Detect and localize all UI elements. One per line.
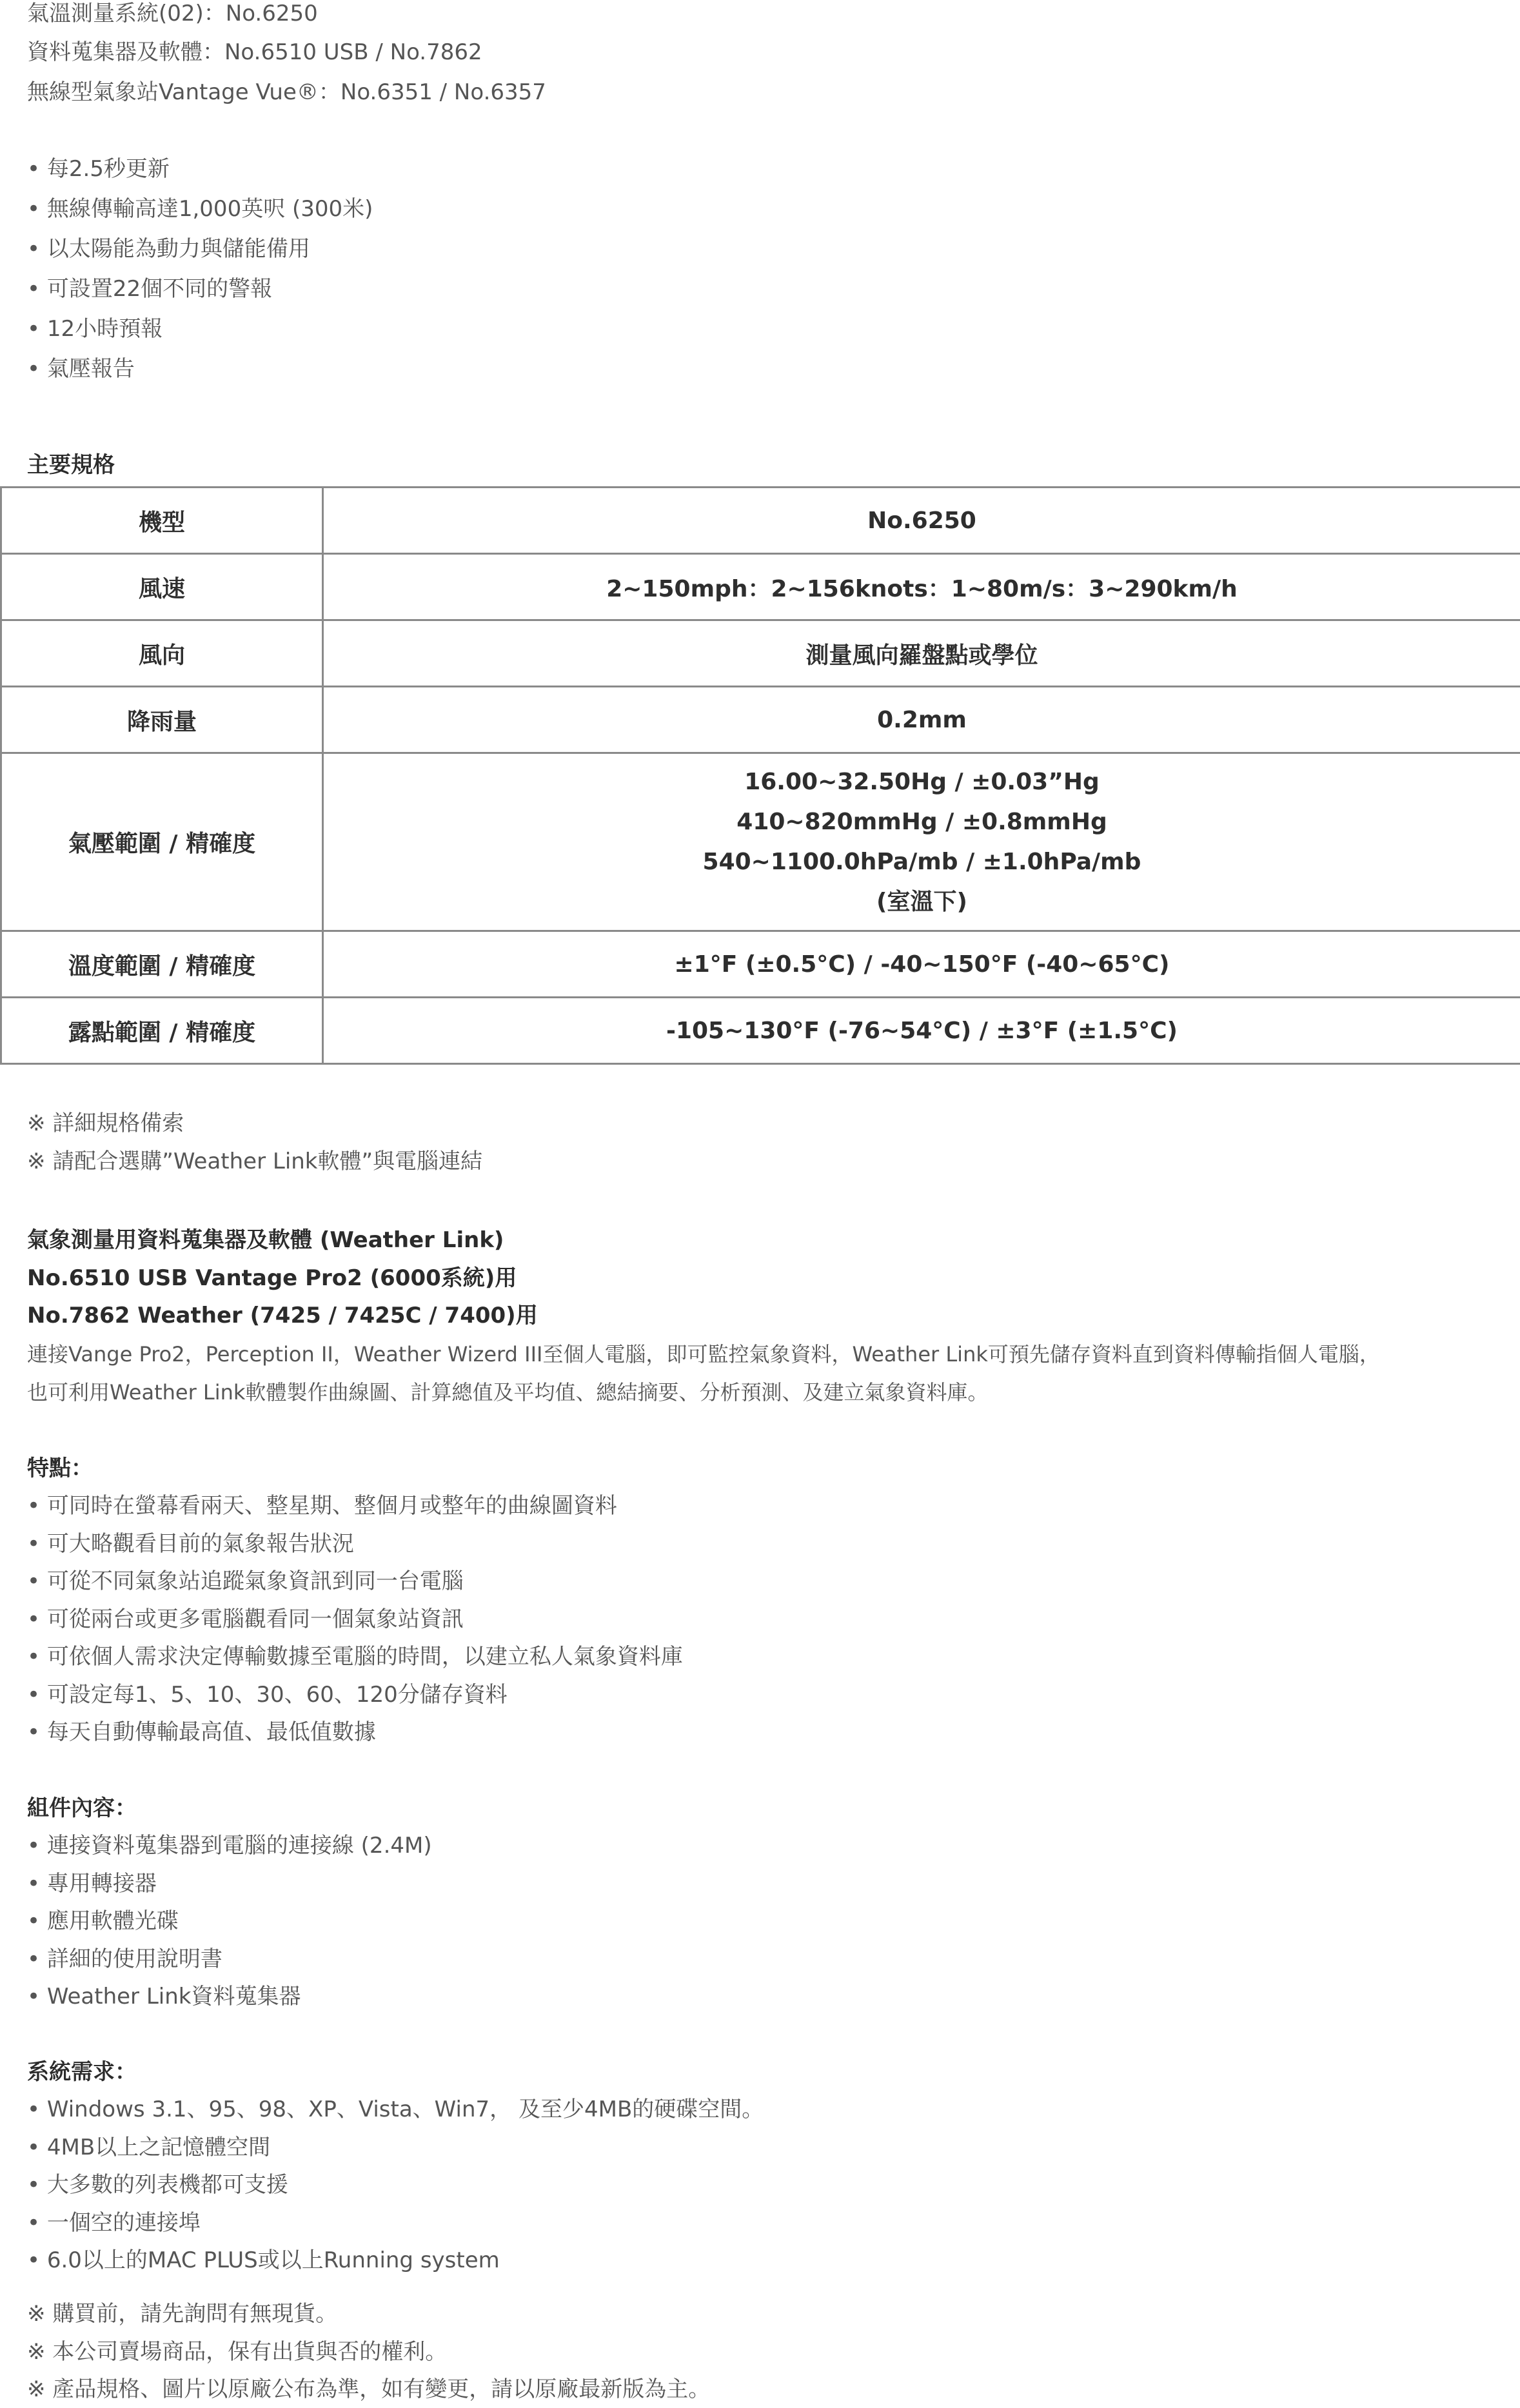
weatherlink-description: 連接Vange Pro2，Perception II，Weather Wizerd III至個人電腦，即可監控氣象資料，Weather Link可預先儲存資料直到資料傳輸指個人電腦， [27,1342,1380,1367]
trait-item: • 可同時在螢幕看兩天、整星期、整個月或整年的曲線圖資料 [27,1493,617,1519]
system-item: • 大多數的列表機都可支援 [27,2172,288,2198]
spec-label: 機型 [1,488,323,554]
spec-value-line: 540~1100.0hPa/mb / ±1.0hPa/mb [702,848,1141,875]
note-line: ※ 購買前，請先詢問有無現貨。 [27,2301,338,2327]
feature-item: • 每2.5秒更新 [27,156,170,182]
spec-label: 風向 [1,620,323,687]
contents-item: • Weather Link資料蒐集器 [27,1984,301,2009]
contents-item: • 專用轉接器 [27,1871,157,1897]
table-row [1,998,1520,1064]
table-row [1,554,1520,620]
spec-value-line: 16.00~32.50Hg / ±0.03”Hg [744,768,1100,795]
spec-label: 降雨量 [1,687,323,753]
weatherlink-description: 也可利用Weather Link軟體製作曲線圖、計算總值及平均值、總結摘要、分析預測、及建立氣象資料庫。 [27,1380,989,1405]
spec-title: 主要規格 [27,452,115,478]
system-item: • Windows 3.1、95、98、XP、Vista、Win7， 及至少4MB的硬碟空間。 [27,2097,764,2122]
spec-value [323,753,1520,931]
spec-label: 氣壓範圍 / 精確度 [1,753,323,931]
spec-table [0,486,1520,1065]
trait-item: • 可大略觀看目前的氣象報告狀況 [27,1531,354,1557]
trait-item: • 每天自動傳輸最高值、最低值數據 [27,1719,376,1745]
contents-item: • 應用軟體光碟 [27,1908,179,1934]
intro-line: 氣溫測量系統(02)：No.6250 [27,1,318,26]
intro-line: 資料蒐集器及軟體：No.6510 USB / No.7862 [27,39,482,65]
system-item: • 4MB以上之記憶體空間 [27,2135,271,2160]
spec-value-line: 410~820mmHg / ±0.8mmHg [736,808,1107,835]
weatherlink-heading: No.6510 USB Vantage Pro2 (6000系統)用 [27,1265,517,1291]
system-item: • 一個空的連接埠 [27,2210,201,2236]
spec-label: 風速 [1,554,323,620]
trait-item: • 可從兩台或更多電腦觀看同一個氣象站資訊 [27,1606,464,1632]
feature-item: • 氣壓報告 [27,356,135,382]
trait-item: • 可依個人需求決定傳輸數據至電腦的時間，以建立私人氣象資料庫 [27,1644,683,1670]
table-row [1,488,1520,554]
contents-item: • 連接資料蒐集器到電腦的連接線 (2.4M) [27,1833,432,1859]
weatherlink-heading: No.7862 Weather (7425 / 7425C / 7400)用 [27,1303,538,1328]
feature-item: • 無線傳輸高達1,000英呎 (300米) [27,196,373,222]
feature-item: • 以太陽能為動力與儲能備用 [27,236,310,262]
traits-title: 特點： [27,1456,93,1481]
trait-item: • 可從不同氣象站追蹤氣象資訊到同一台電腦 [27,1568,464,1594]
note-line: ※ 產品規格、圖片以原廠公布為準，如有變更，請以原廠最新版為主。 [27,2376,711,2402]
feature-item: • 可設置22個不同的警報 [27,276,273,302]
contents-title: 組件內容： [27,1795,137,1821]
table-row [1,687,1520,753]
note-line: ※ 本公司賣場商品，保有出貨與否的權利。 [27,2339,448,2365]
table-row [1,620,1520,687]
intro-line: 無線型氣象站Vantage Vue®：No.6351 / No.6357 [27,79,546,105]
note-line: ※ 詳細規格備索 [27,1110,184,1136]
spec-value: 測量風向羅盤點或學位 [323,620,1520,687]
spec-label: 溫度範圍 / 精確度 [1,931,323,998]
contents-item: • 詳細的使用說明書 [27,1946,222,1972]
system-item: • 6.0以上的MAC PLUS或以上Running system [27,2247,500,2273]
spec-value: 0.2mm [323,687,1520,753]
spec-value: 2~150mph：2~156knots：1~80m/s：3~290km/h [323,554,1520,620]
table-row [1,931,1520,998]
note-line: ※ 請配合選購”Weather Link軟體”與電腦連結 [27,1149,483,1174]
spec-label: 露點範圍 / 精確度 [1,998,323,1064]
table-row [1,753,1520,931]
spec-value-line: (室溫下) [876,888,967,915]
feature-item: • 12小時預報 [27,316,163,342]
spec-value: -105~130°F (-76~54°C) / ±3°F (±1.5°C) [323,998,1520,1064]
trait-item: • 可設定每1、5、10、30、60、120分儲存資料 [27,1682,508,1708]
weatherlink-heading: 氣象測量用資料蒐集器及軟體 (Weather Link) [27,1227,504,1253]
system-title: 系統需求： [27,2059,137,2085]
spec-value: No.6250 [323,488,1520,554]
spec-value: ±1°F (±0.5°C) / -40~150°F (-40~65°C) [323,931,1520,998]
